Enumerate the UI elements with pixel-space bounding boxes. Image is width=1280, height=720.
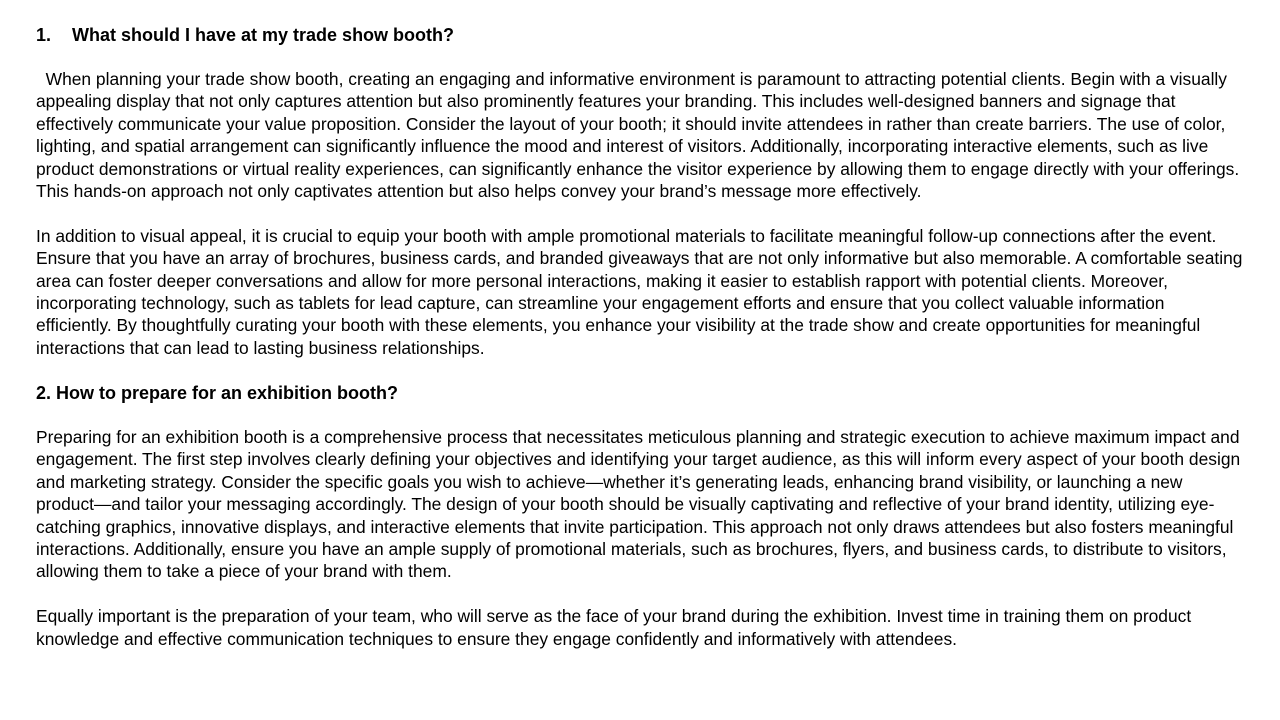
section-1-title: What should I have at my trade show booth? [72, 25, 455, 45]
section-1-paragraph-2: In addition to visual appeal, it is crucial to equip your booth with ample promotional materials to facilitate meaningful follow-up connections after the event. Ensure that you have an array of brochures, business cards, and branded giveaways that are not only informative but also memorable. A comfortable seating area can foster deeper conversations and allow for more personal interactions, making it easier to establish rapport with potential clients. Moreover, incorporating technology, such as tablets for lead capture, can streamline your engagement efforts and ensure that you collect valuable information efficiently. By thoughtfully curating your booth with these elements, you enhance your visibility at the trade show and create opportunities for meaningful interactions that can lead to lasting business relationships. [36, 225, 1243, 358]
section-2-heading: 2. How to prepare for an exhibition booth? [36, 382, 399, 403]
section-1-paragraph-1: When planning your trade show booth, creating an engaging and informative environment is paramount to attracting potential clients. Begin with a visually appealing display that not only captures attention but also prominently features your branding. This includes well-designed banners and signage that effectively communicate your value proposition. Consider the layout of your booth; it should invite attendees in rather than create barriers. The use of color, lighting, and spatial arrangement can significantly influence the mood and interest of visitors. Additionally, incorporating interactive elements, such as live product demonstrations or virtual reality experiences, can significantly enhance the visitor experience by allowing them to engage directly with your offerings. This hands-on approach not only captivates attention but also helps convey your brand’s message more effectively. [36, 69, 1244, 202]
section-1-heading [36, 24, 1244, 46]
section-1-number: 1. [36, 25, 52, 45]
section-2-paragraph-1: Preparing for an exhibition booth is a comprehensive process that necessitates meticulous planning and strategic execution to achieve maximum impact and engagement. The first step involves clearly defining your objectives and identifying your target audience, as this will inform every aspect of your booth design and marketing strategy. Consider the specific goals you wish to achieve—whether it’s generating leads, enhancing brand visibility, or launching a new product—and tailor your messaging accordingly. The design of your booth should be visually captivating and reflective of your brand identity, utilizing eye-catching graphics, innovative displays, and interactive elements that invite participation. This approach not only draws attendees but also fosters meaningful interactions. Additionally, ensure you have an ample supply of promotional materials, such as brochures, flyers, and business cards, to distribute to visitors, allowing them to take a piece of your brand with them. [36, 427, 1241, 582]
section-2-paragraph-2: Equally important is the preparation of your team, who will serve as the face of your brand during the exhibition. Invest time in training them on product knowledge and effective communication techniques to ensure they engage confidently and informatively with attendees. [36, 606, 1192, 649]
